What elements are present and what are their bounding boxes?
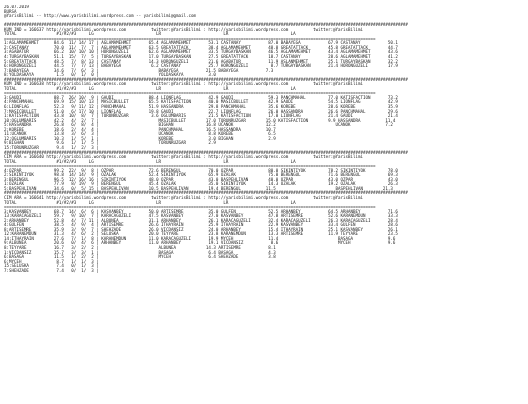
report-line: 4:GULFEN 38.5 4/ 9/ 4 | ARTISEMRE 26.6 ITHAYRAIN 25.9 ITHAYRAIN 22.9 KASVANBEY 33.4 GULFEN 28.6: [4, 222, 398, 228]
report-line: BURSA: [4, 8, 17, 14]
report-line: @YarisBilimi -- http://www.yarisbilimi.wordpress.com -- yarisbilimi@gmail.com: [4, 13, 196, 19]
report-line: 1:VICDANSIZ 15.7 3/ 3/ 1 | BASAGA 6.4 BASAGA 4.3: [4, 249, 276, 255]
report-line: ##################################################################################################################################################################: [4, 76, 408, 82]
report-line: 3:GAUDI 88.7 26/ 10/ 9 | GAUDI 88.4 LIONFLAG 42.9 GAUDI 59.3 PANCHMAHAL 77.0 KATISFACTION 73.2: [4, 94, 398, 100]
report-line: TOTAL #1/#2/#3 LG LR LR LA: [4, 199, 296, 205]
report-line: 3:KASVANBEY 68.7 14/ 6/ 6 | KASVANBEY 50.0 ARTISEMRE 35.0 GULFEN 52.5 ARHANBEY 64.5 ARHANBEY 71.6: [4, 208, 398, 214]
report-line: 5:HASSANDRA 26.8 6/ 8/ 4 | BIGHAN 16.8 UCANOK 12.2 UCANOK 7.2: [4, 122, 393, 128]
report-line: TOTAL #1/#2/#3 LG LR LR LA: [4, 158, 296, 164]
report-line: 1:OZALAK 77.9 8/ 19/ 9 | BERENGUL 45.4 OZALAK 35.0 SIKINTIYOK 14.3 OZALAK 19.2 OZALAK 26.3: [4, 181, 398, 187]
report-line: KUM IND = 166637 http://yarisbilimi.wordpress.com twitter:@YarisBilimi : http://yarisbilimi.wordpress.com twitter:@YarisBilimi: [4, 26, 363, 32]
report-line: 15:TORUNRUZGAR 9.4 1/ 2/ 3 |: [4, 144, 99, 150]
report-line: =====================================================================================================================================================: [4, 204, 376, 210]
report-line: 8:ARTISEMRE 35.9 3/ 9/ 7 | SHEHZADE 26.0 VICDANSIZ 24.0 ARHANBEY 15.4 ITHAYRAIN 25.1 KASVANBEY 26.1: [4, 226, 398, 232]
report-line: 26.07.2019: [4, 5, 29, 9]
report-line: 15:SELUSKA 7.4 0/ 1/ 3 |: [4, 263, 99, 269]
race-report-document: [4, 5, 524, 400]
report-line: 2:KOREBE 18.6 2/ 4/ 4 | PANCHMAHAL 16.5 HASSANDRA 10.7: [4, 126, 276, 132]
report-line: 1:KATISFACTION 43.8 10/ 8/ 7 | TORUNRUZGAR 3.6 OGLUMBARIS 21.5 KATISFACTION 17.0 LIONFLAG 21.4 GAUDI 21.4: [4, 113, 398, 119]
report-line: 4:TURGAYBASKAN 51.1 15/ 7/ 5 | TURGAYBASKAN 17.0 TURGAYBASKAN 27.5 GREATATTACK 18.7 CASTANAY 28.6 AGLAMAMEHMET 41.2: [4, 54, 398, 60]
report-line: 10:OGLUMBARIS 42.2 4/ 2/ 7 | MASICBULLET 17.0 TORUNRUZGAR 15.0 KATISFACTION 9.9 HASSANDRA 11.4: [4, 117, 396, 123]
report-line: 11:UCANOK 13.8 3/ 6/ 3 | UCANOK 8.8 KOREBE 6.5: [4, 131, 276, 137]
report-line: 3:AGABATUR 66.2 10/ 10/ 10 | HORONGUZELI 62.6 AGLAMAMEHMET 33.5 TURGAYBASKAN 46.5 AGLAMAMEHMET 43.4 AGLAMAMEHMET 43.6: [4, 49, 398, 55]
report-line: 14:ITHAYRAIN 27.6 7/ 1/ 8 | KARANEMDUN 11.0 KARACAGUZELI 19.9 MYCEH 11.4 BASAGA 9.6: [4, 235, 396, 241]
report-line: =====================================================================================================================================================: [4, 163, 376, 169]
report-line: 3:BERENGUL 96.5 12/ 16/ 16 | SIKINTIYOK 48.0 OZPAR 43.0 BASPEHLIVAN 40.0 OZPAR 43.0 OZPAR 43.0: [4, 176, 398, 182]
report-line: 4:OZPAR 99.2 22/ 9/ 8 | OZPAR 72.6 BERENGUL 70.0 OZPAR 80.0 SIKINTIYOK 78.2 SIKINTIYOK 78.0: [4, 167, 398, 173]
report-line: TOTAL #1/#2/#3 LG LR LR LA: [4, 31, 296, 37]
report-line: ##################################################################################################################################################################: [4, 190, 408, 196]
report-line: ##################################################################################################################################################################: [4, 149, 408, 155]
report-line: 1:AGLAMAMEHMET 84.6 11/ 14/ 17 | AGLAMAMEHMET 65.4 AGLAMAMEHMET 53.1 CASTANAY 87.0 BABAYEGA 67.9 CASTANAY 50.1: [4, 40, 398, 46]
report-line: 2:SIKINTIYOK 98.8 14/ 14/ 9 | OZALAK 52.4 SIKINTIYOK 65.9 OZALAK 75.0 BERENGUL 71.6 BERENGUL 69.3: [4, 172, 398, 178]
report-line: 13:KARACAGUZELI 59.7 9/ 10/ 7 | KARACAGUZELI 47.5 KASVANBEY 27.0 KASVANBEY 47.8 ARTISEMRE 52.6 KARANEMDUN 33.3: [4, 213, 398, 219]
report-line: 7:MASICBULLET 51.0 6/ 17/ 10 | LIONFLAG 19.8 GAUDI 22.7 LIONFLAG 26.0 HASSANDRA 26.6 PANCHMAHAL 29.6: [4, 108, 398, 114]
report-line: 5:GREATATTACK 48.5 7/ 8/ 13 | CASTANAY 14.3 HORONGUZELI 21.6 AGABATUR 11.9 ASLANMEHMET 25.1 TURGAYBASKAN 32.2: [4, 58, 398, 64]
report-line: 8:TEYYARE 16.7 3/ 2/ 2 | ALBUNEA 14.3 ARTISEMRE 8.1: [4, 244, 276, 250]
report-line: ##################################################################################################################################################################: [4, 22, 408, 28]
report-line: CIM ARA = 166641 http://yarisbilimi.wordpress.com twitter:@YarisBilimi : http://yarisbilimi.wordpress.com twitter:@YarisBilimi: [4, 194, 363, 200]
report-line: 8:YOLDASKAYA 1.5 0/ 1/ 0 | YOLDASKAYA 3.0: [4, 72, 216, 78]
report-line: 6:BASAGA 11.5 1/ 2/ 2 | MYCEH 6.4 SHEHZADE 3.8: [4, 254, 276, 260]
report-line: =====================================================================================================================================================: [4, 90, 376, 96]
report-line: 12:KARANEMDUN 31.3 4/ 6/ 2 | SELUSKA 20.0 TEYYARE 23.8 KARANEMDUN 13.3 ARTISEMRE 11.9 TEYYARE 23.5: [4, 231, 398, 237]
report-line: KUM IND = 166638 http://yarisbilimi.wordpress.com twitter:@YarisBilimi : http://yarisbilimi.wordpress.com twitter:@YarisBilimi: [4, 81, 363, 87]
report-line: CIM ARA = 166640 http://yarisbilimi.wordpress.com twitter:@YarisBilimi : http://yarisbilimi.wordpress.com twitter:@YarisBilimi: [4, 154, 363, 160]
report-line: 12:OGLUMBARIS 10.3 1/ 5/ 1 | KOREBE 3.0 BIGHAN 2.9: [4, 135, 276, 141]
report-line: 6:MYCEH 8.7 1/ 1/ 3 |: [4, 258, 99, 264]
report-line: 5:BASPEHLIVAN 34.6 0/ 5/ 15 | BASPEHLIVAN 10.5 BASPEHLIVAN 19.4 BERENGUL 11.5 BASPEHLIVAN 21.3: [4, 185, 393, 191]
report-line: TOTAL #1/#2/#3 LG LR LR LA: [4, 85, 296, 91]
report-line: 6:LIONFLAG 52.3 9/ 11/ 12 | PANCHMAHAL 51.9 HASSANDRA 29.8 PANCHMAHAL 35.6 KOREBE 28.6 KOREBE 35.9: [4, 104, 398, 110]
report-line: 9:BIGHAN 9.6 1/ 1/ 5 | TORUNRUZGAR 2.9: [4, 140, 216, 146]
report-line: 6:HORONGUZELI 44.5 7/ 7/ 13 | BABAYEGA 6.2 CASTANAY 25.7 HORONGUZELI 8.7 TURGAYBASKAN 21.4 HORONGUZELI 17.9: [4, 63, 398, 69]
report-line: 2:CASTANAY 70.0 11/ 7/ 7 | AGLAMAMEHMET 63.5 GREATATTACK 38.4 AGLAMAMEHMET 48.8 GREATATTACK 45.8 GREATATTACK 44.7: [4, 44, 398, 50]
report-line: =====================================================================================================================================================: [4, 35, 376, 41]
report-line: 7:SHEHZADE 7.4 0/ 1/ 3 |: [4, 267, 99, 273]
report-line: 7:BABAYEGA 34.6 7/ 6/ 3 | BABAYEGA 21.5 BABAYEGA 7.3: [4, 67, 274, 73]
report-line: 2:ARHANBEY 52.8 4/ 7/ 11 | ALBUNEA 31.1 ARHANBEY 26.1 KARACAGUZELI 32.4 KARACAGUZELI 26.3 KARACAGUZELI 28.4: [4, 217, 398, 223]
report-line: 9:ALBUNEA 20.6 0/ 4/ 6 | ARHANBEY 11.0 ARHANBEY 19.1 VICDANSIZ 8.6 MYCEH 9.6: [4, 240, 396, 246]
report-line: 4:PANCHMAHAL 69.9 15/ 10/ 13 | MASICBULLET 65.5 KATISFACTION 40.0 MASICBULLET 42.9 GAUDI 54.5 LIONFLAG 42.9: [4, 99, 398, 105]
